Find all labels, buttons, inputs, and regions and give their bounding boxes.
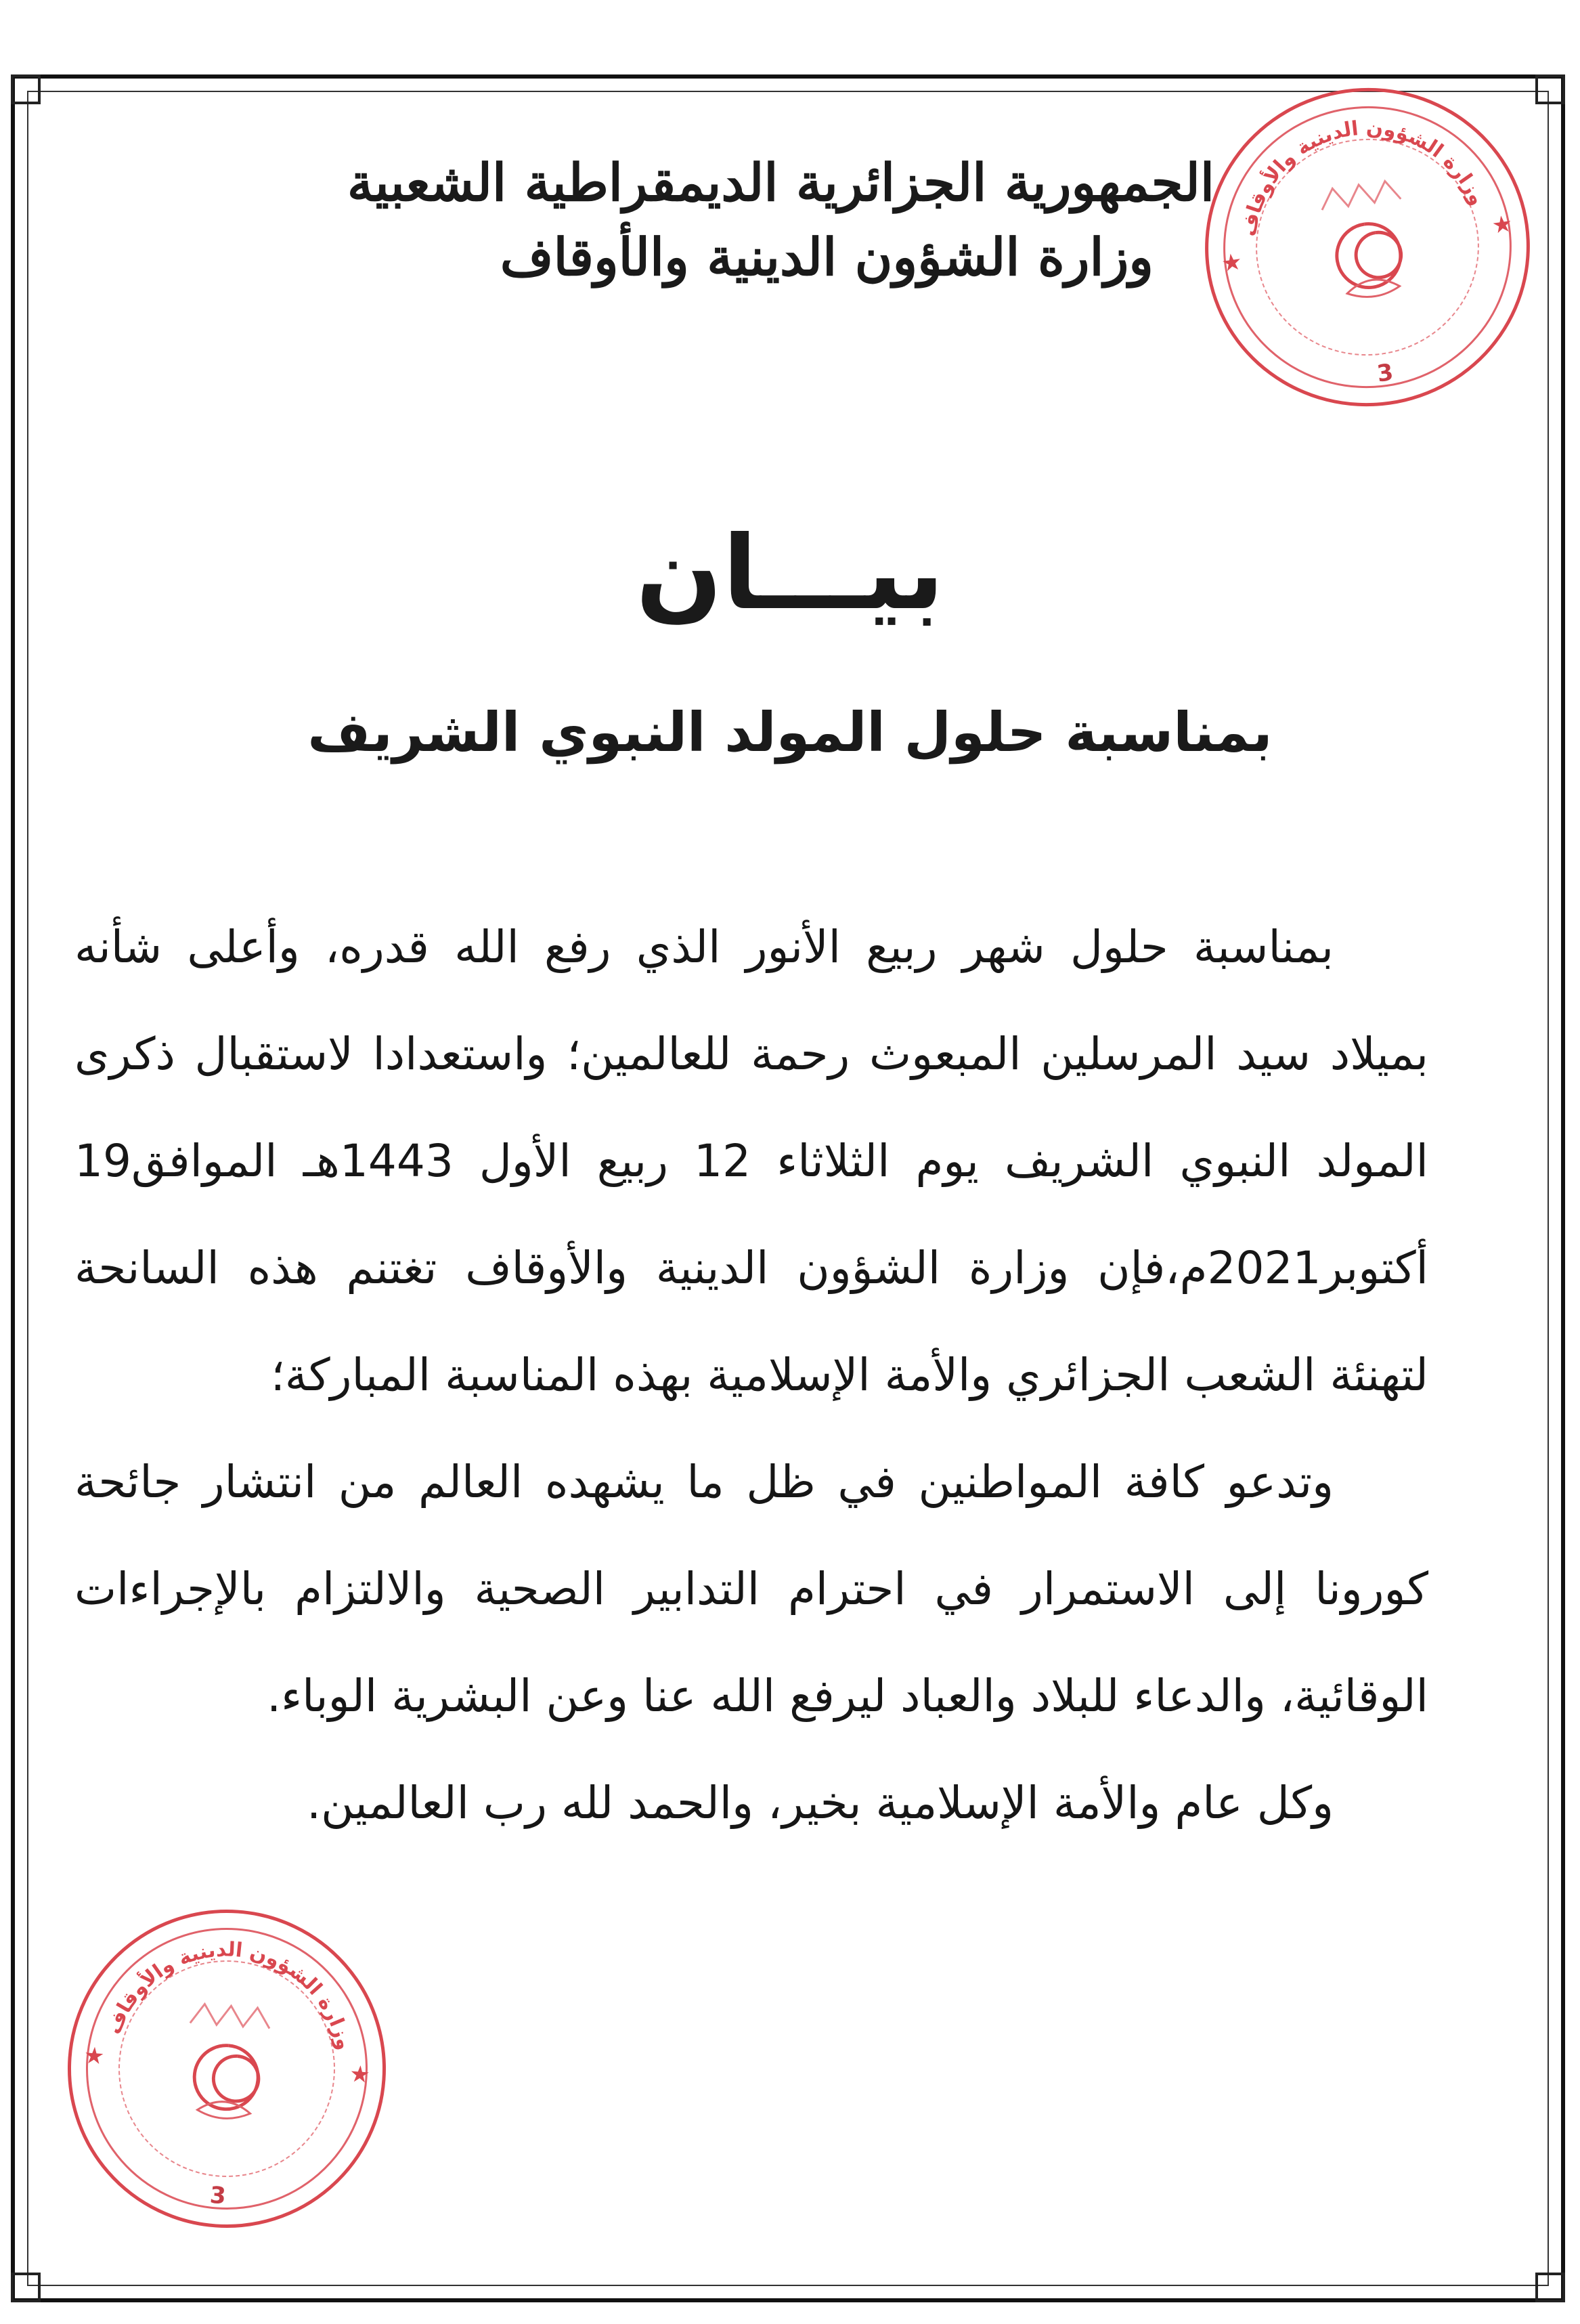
statement-body [74,894,1428,1857]
star-icon: ★ [1490,210,1514,240]
paragraph-call: وتدعو كافة المواطنين في ظل ما يشهده العالم من انتشار جائحة كورونا إلى الاستمرار في احترام التدابير الصحية والالتزام بالإجراءات الوقائية، والدعاء للبلاد والعباد ليرفع الله عنا وعن البشرية الوباء. [74,1456,1428,1722]
paragraph-greeting: بمناسبة حلول شهر ربيع الأنور الذي رفع الله قدره، وأعلى شأنه بميلاد سيد المرسلين المبعوث رحمة للعالمين؛ واستعدادا لاستقبال ذكرى المولد النبوي الشريف يوم الثلاثاء 12 ربيع الأول 1443هـ الموافق19 أكتوبر2021م،فإن وزارة الشؤون الدينية والأوقاف تغتنم هذه السانحة لتهنئة الشعب الجزائري والأمة الإسلامية بهذه المناسبة المباركة؛ [74,921,1429,1401]
svg-text:وزارة الشؤون الدينية والأوقاف [101,1929,363,2054]
stamp-number: 3 [209,2181,227,2210]
star-icon: ★ [83,2042,106,2071]
stamp-number: 3 [1375,358,1395,388]
official-stamp-bottom [57,1899,397,2239]
document-title: بيـــان [636,515,944,632]
official-stamp-top [1185,67,1551,427]
border-corner-ornament [1535,2273,1565,2302]
border-corner-ornament [1535,74,1565,104]
stamp-text: وزارة الشؤون الدينية والأوقاف [102,1937,356,2052]
svg-text:وزارة الشؤون الدينية والأوقاف [1223,100,1490,241]
border-corner-ornament [11,74,41,104]
border-corner-ornament [11,2273,41,2302]
star-icon: ★ [349,2060,372,2089]
document-subtitle: بمناسبة حلول المولد النبوي الشريف [307,701,1273,764]
stamp-text: وزارة الشؤون الدينية والأوقاف [1236,116,1490,238]
letterhead [267,146,1214,295]
letterhead-ministry: وزارة الشؤون الدينية والأوقاف [500,227,1154,287]
star-icon: ★ [1219,248,1244,278]
paragraph-closing: وكل عام والأمة الإسلامية بخير، والحمد لله رب العالمين. [307,1777,1334,1829]
letterhead-republic: الجمهورية الجزائرية الديمقراطية الشعبية [347,152,1214,213]
